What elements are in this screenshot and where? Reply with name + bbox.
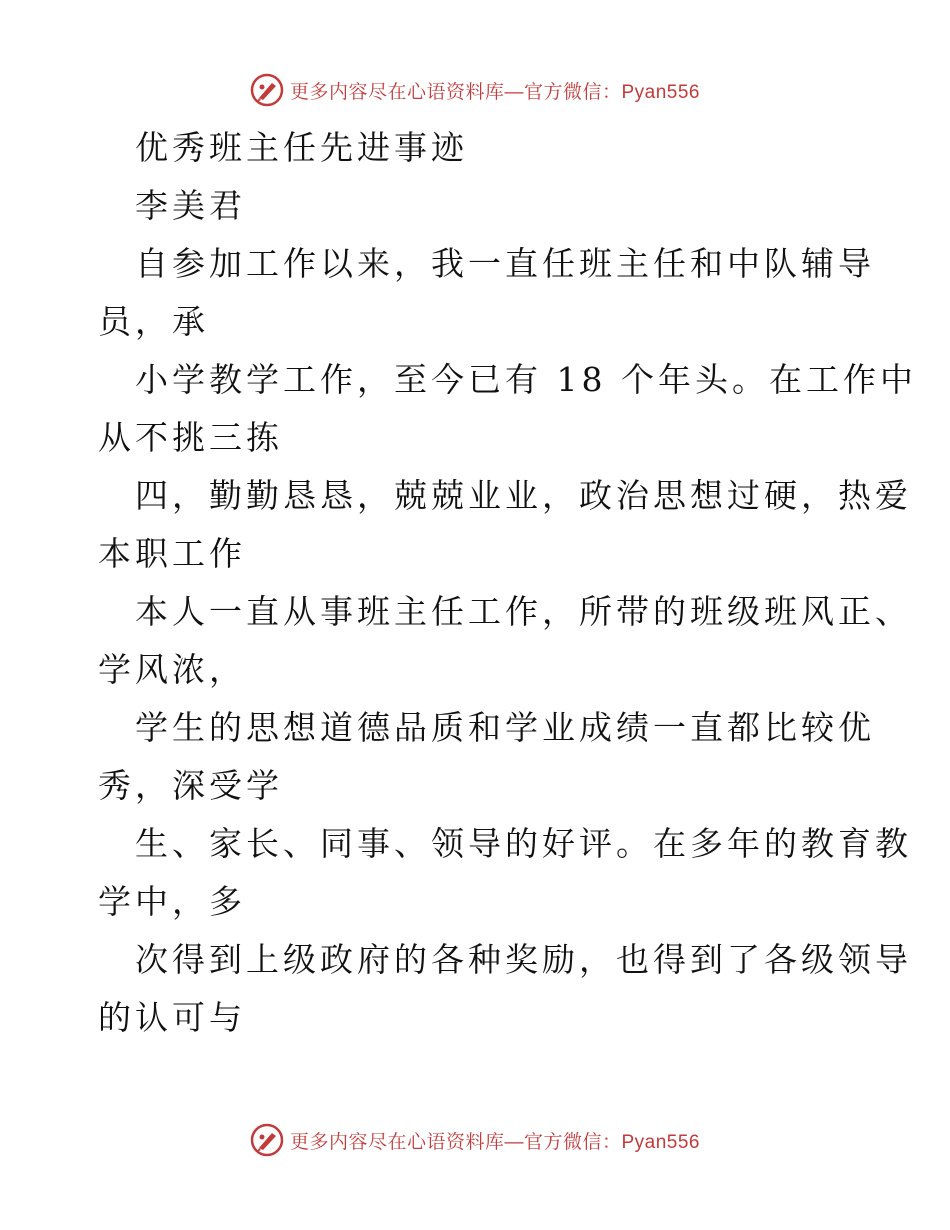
- paragraph-line: 四，勤勤恳恳，兢兢业业，政治思想过硬，热爱: [135, 476, 912, 515]
- paragraph-line: 学风浓，: [98, 650, 246, 689]
- footer-banner-text: 更多内容尽在心语资料库—官方微信：Pyan556: [289, 1131, 700, 1153]
- paragraph-line: 秀，深受学: [98, 766, 283, 805]
- footer-banner: [0, 1120, 950, 1160]
- paragraph-line: 小学教学工作，至今已有 18 个年头。在工作中: [135, 360, 917, 399]
- pen-logo-icon: [250, 1123, 284, 1157]
- paragraph-line: 自参加工作以来，我一直任班主任和中队辅导: [135, 244, 875, 283]
- header-banner: [0, 70, 950, 110]
- paragraph-line: 本职工作: [98, 534, 246, 573]
- paragraph-line: 学中，多: [98, 882, 246, 921]
- paragraph-line: 从不挑三拣: [98, 418, 283, 457]
- document-author: 李美君: [135, 186, 246, 225]
- paragraph-line: 本人一直从事班主任工作，所带的班级班风正、: [135, 592, 912, 631]
- pen-logo-icon: [250, 73, 284, 107]
- document-title: 优秀班主任先进事迹: [135, 128, 468, 167]
- paragraph-line: 学生的思想道德品质和学业成绩一直都比较优: [135, 708, 875, 747]
- paragraph-line: 员，承: [98, 302, 209, 341]
- header-banner-text: 更多内容尽在心语资料库—官方微信：Pyan556: [289, 81, 700, 103]
- paragraph-line: 次得到上级政府的各种奖励，也得到了各级领导: [135, 940, 912, 979]
- paragraph-line: 的认可与: [98, 998, 246, 1037]
- paragraph-line: 生、家长、同事、领导的好评。在多年的教育教: [135, 824, 912, 863]
